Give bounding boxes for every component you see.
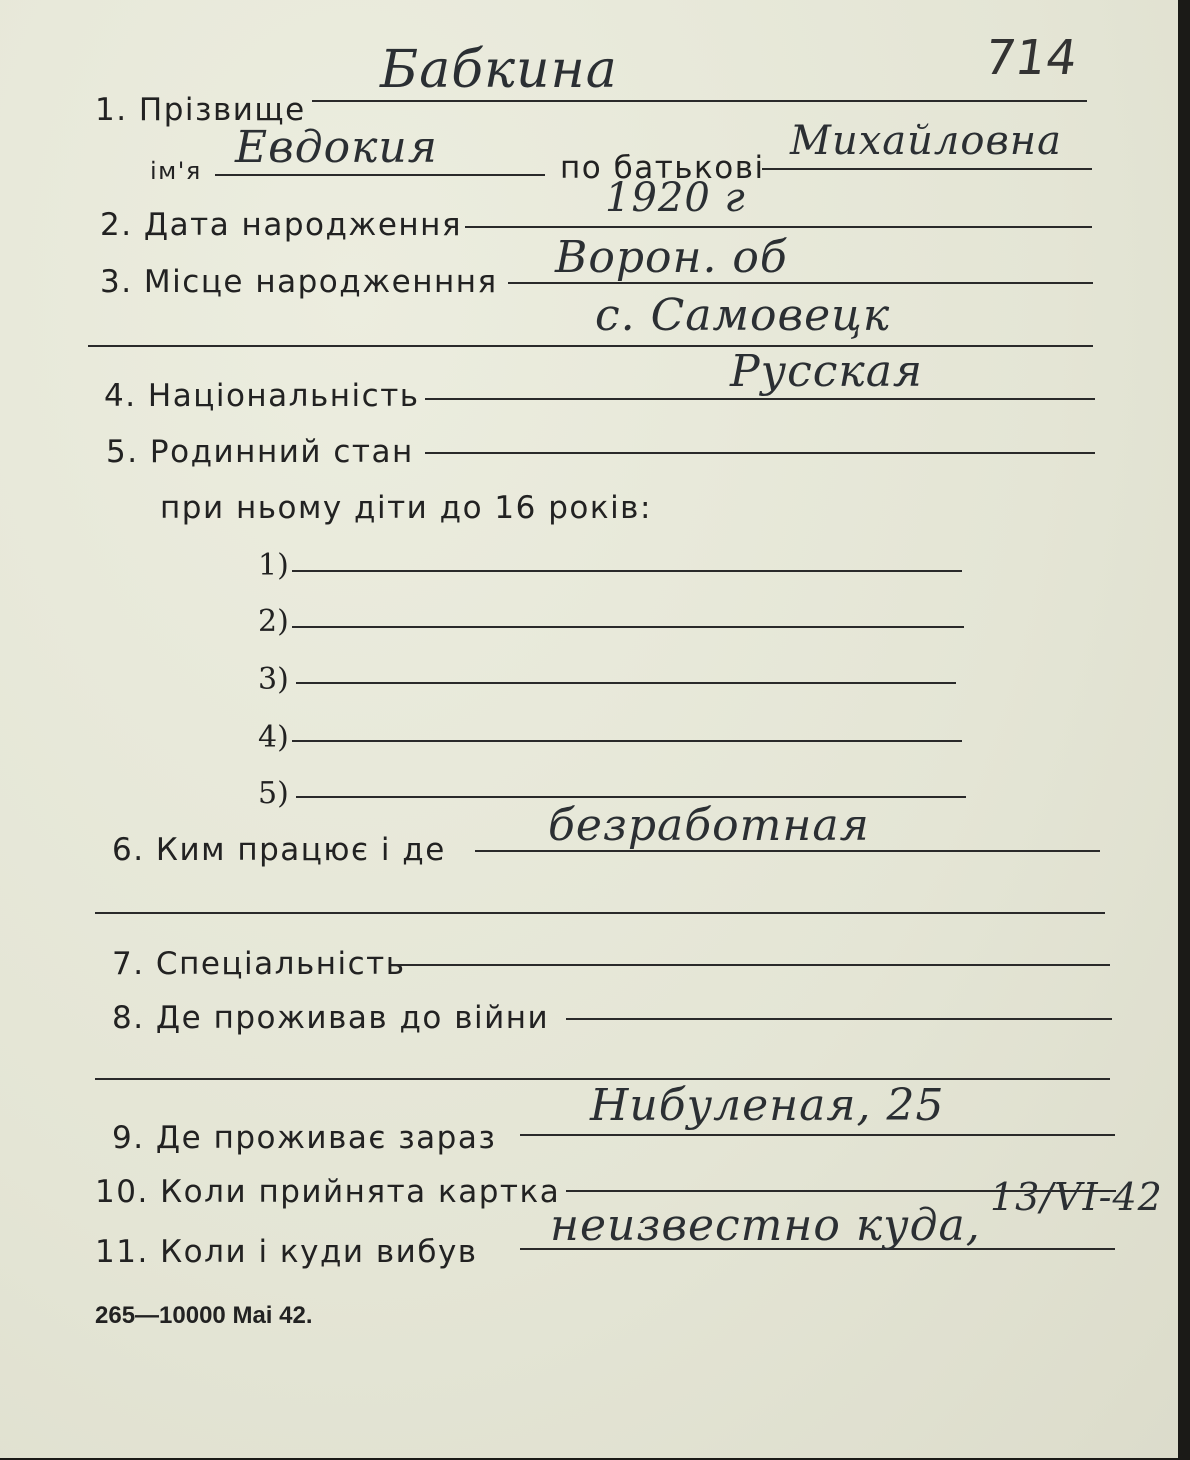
child-4-line <box>292 740 962 742</box>
print-run-footer: 265—10000 Mai 42. <box>95 1302 313 1329</box>
work-label: 6. Ким працює і де <box>112 832 446 868</box>
specialty-line <box>392 964 1110 966</box>
birth-date-label: 2. Дата народження <box>100 207 463 243</box>
child-2-line <box>292 626 964 628</box>
departed-label: 11. Коли і куди вибув <box>95 1234 478 1270</box>
prewar-residence-label: 8. Де проживав до війни <box>112 1000 550 1036</box>
work-line-2 <box>95 912 1105 914</box>
archive-number: 714 <box>981 30 1081 86</box>
current-residence-label: 9. Де проживає зараз <box>112 1120 497 1156</box>
patronymic-label: по батькові <box>560 150 765 186</box>
child-1-line <box>292 570 962 572</box>
child-2-number: 2) <box>258 604 289 639</box>
children-heading: при ньому діти до 16 років: <box>160 490 652 526</box>
birth-date-line <box>465 226 1092 228</box>
card-accepted-label: 10. Коли прийнята картка <box>95 1174 561 1210</box>
prewar-residence-line <box>566 1018 1112 1020</box>
birth-place-label: 3. Місце народженння <box>100 264 498 300</box>
child-1-number: 1) <box>258 548 289 583</box>
surname-value: Бабкина <box>380 40 618 100</box>
family-status-line <box>425 452 1095 454</box>
departed-value: неизвестно куда, <box>550 1200 981 1251</box>
nationality-line <box>425 398 1095 400</box>
nationality-value: Русская <box>730 346 924 397</box>
surname-label: 1. Прізвище <box>95 92 306 128</box>
current-residence-value: Нибуленая, 25 <box>590 1080 945 1131</box>
child-3-line <box>296 682 956 684</box>
specialty-label: 7. Спеціальність <box>112 946 406 982</box>
child-5-number: 5) <box>258 776 289 811</box>
patronymic-value: Михайловна <box>790 118 1062 164</box>
birth-date-value: 1920 г <box>605 175 746 221</box>
name-line <box>215 174 545 176</box>
patronymic-line <box>762 168 1092 170</box>
current-residence-line <box>520 1134 1115 1136</box>
departed-date: 13/VI-42 <box>990 1175 1163 1219</box>
nationality-label: 4. Національність <box>104 378 420 414</box>
family-status-label: 5. Родинний стан <box>106 434 414 470</box>
birth-place-line-2 <box>88 345 1093 347</box>
child-4-number: 4) <box>258 720 289 755</box>
work-value: безработная <box>548 800 870 851</box>
surname-line <box>312 100 1087 102</box>
child-5-line <box>296 796 966 798</box>
name-label: ім'я <box>150 157 202 185</box>
birth-place-value-2: с. Самовецк <box>595 290 891 341</box>
birth-place-value-1: Ворон. об <box>555 232 788 283</box>
child-3-number: 3) <box>258 662 289 697</box>
name-value: Евдокия <box>235 122 438 173</box>
